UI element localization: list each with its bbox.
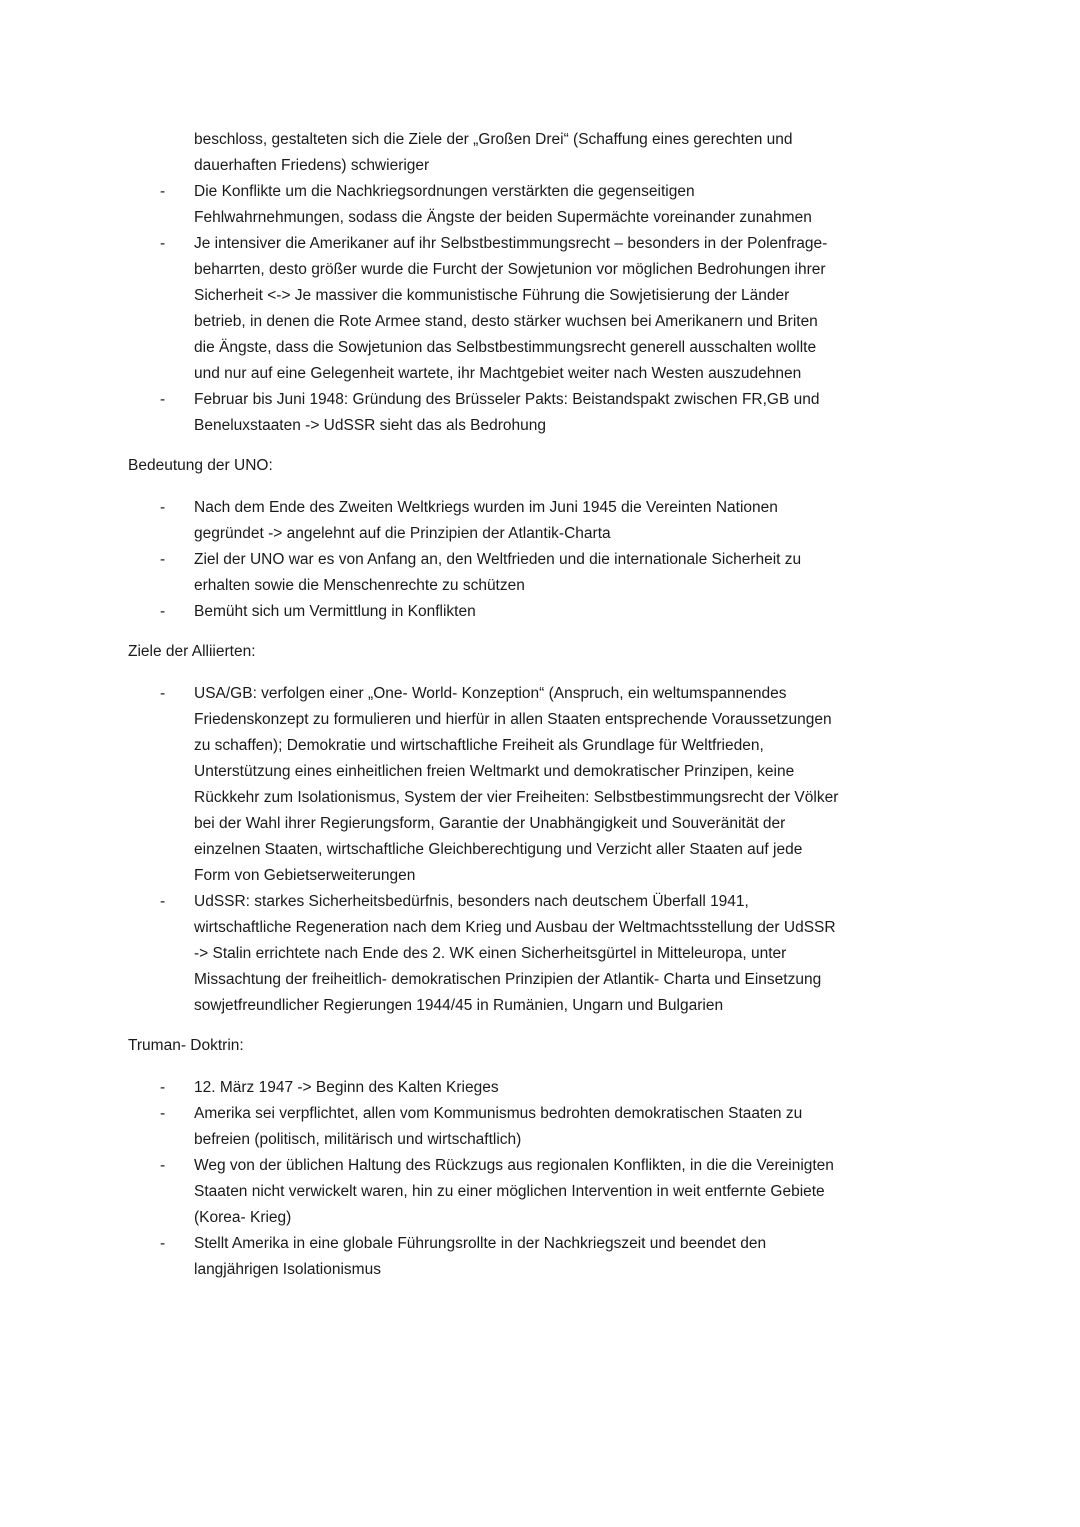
list-item [128,547,958,599]
list-item [128,1231,958,1283]
text-line: Stellt Amerika in eine globale Führungsrollte in der Nachkriegszeit und beendet den [194,1235,767,1252]
section-heading: Truman- Doktrin: [128,1037,244,1054]
text-line: Unterstützung eines einheitlichen freien Weltmarkt und demokratischer Prinzipen, keine [194,763,795,780]
text-line: langjährigen Isolationismus [194,1261,381,1278]
bullet-dash: - [160,1105,166,1122]
text-line: Friedenskonzept zu formulieren und hierfür in allen Staaten entsprechende Voraussetzungen [194,711,832,728]
text-line: (Korea- Krieg) [194,1209,292,1226]
text-line: Nach dem Ende des Zweiten Weltkriegs wurden im Juni 1945 die Vereinten Nationen [194,499,778,516]
text-line: -> Stalin errichtete nach Ende des 2. WK einen Sicherheitsgürtel in Mitteleuropa, unter [194,945,787,962]
text-line: die Ängste, dass die Sowjetunion das Selbstbestimmungsrecht generell ausschalten wollte [194,339,817,356]
text-line: Weg von der üblichen Haltung des Rückzugs aus regionalen Konflikten, in die die Vereinigten [194,1157,834,1174]
text-line: beharrten, desto größer wurde die Furcht der Sowjetunion vor möglichen Bedrohungen ihrer [194,261,826,278]
bullet-dash: - [160,1079,166,1096]
text-line: Ziel der UNO war es von Anfang an, den Weltfrieden und die internationale Sicherheit zu [194,551,802,568]
bullet-dash: - [160,551,166,568]
bullet-dash: - [160,1235,166,1252]
text-line: einzelnen Staaten, wirtschaftliche Gleichberechtigung und Verzicht aller Staaten auf jede [194,841,803,858]
section-heading: Ziele der Alliierten: [128,643,256,660]
bullet-dash: - [160,499,166,516]
text-line: bei der Wahl ihrer Regierungsform, Garantie der Unabhängigkeit und Souveränität der [194,815,786,832]
text-line: Februar bis Juni 1948: Gründung des Brüsseler Pakts: Beistandspakt zwischen FR,GB und [194,391,820,408]
list-item [128,387,958,439]
text-line: dauerhaften Friedens) schwieriger [194,157,430,174]
bullet-dash: - [160,391,166,408]
text-line: gegründet -> angelehnt auf die Prinzipien der Atlantik-Charta [194,525,611,542]
text-line: Beneluxstaaten -> UdSSR sieht das als Bedrohung [194,417,546,434]
list-item [128,179,958,231]
text-line: Sicherheit <-> Je massiver die kommunistische Führung die Sowjetisierung der Länder [194,287,790,304]
text-line: Staaten nicht verwickelt waren, hin zu einer möglichen Intervention in weit entfernte Gebiete [194,1183,825,1200]
text-line: Fehlwahrnehmungen, sodass die Ängste der beiden Supermächte voreinander zunahmen [194,209,812,226]
text-line: Rückkehr zum Isolationismus, System der vier Freiheiten: Selbstbestimmungsrecht der Völker [194,789,839,806]
text-line: betrieb, in denen die Rote Armee stand, desto stärker wuchsen bei Amerikanern und Briten [194,313,818,330]
text-line: wirtschaftliche Regeneration nach dem Krieg und Ausbau der Weltmachtsstellung der UdSSR [194,919,836,936]
text-line: USA/GB: verfolgen einer „One- World- Konzeption“ (Anspruch, ein weltumspannendes [194,685,787,702]
text-line: und nur auf eine Gelegenheit wartete, ihr Machtgebiet weiter nach Westen auszudehnen [194,365,802,382]
bullet-dash: - [160,685,166,702]
list-item [128,599,958,625]
text-line: befreien (politisch, militärisch und wirtschaftlich) [194,1131,522,1148]
list-item [128,231,958,387]
text-line: Form von Gebietserweiterungen [194,867,416,884]
list-item [128,1075,958,1101]
bullet-dash: - [160,603,166,620]
text-line: Amerika sei verpflichtet, allen vom Kommunismus bedrohten demokratischen Staaten zu [194,1105,803,1122]
bullet-dash: - [160,183,166,200]
list-item [128,681,958,889]
list-item [128,1101,958,1153]
list-item [128,889,958,1019]
list-item [128,1153,958,1231]
text-line: zu schaffen); Demokratie und wirtschaftliche Freiheit als Grundlage für Weltfrieden, [194,737,764,754]
text-line: Missachtung der freiheitlich- demokratischen Prinzipien der Atlantik- Charta und Einsetzung [194,971,822,988]
text-line: sowjetfreundlicher Regierungen 1944/45 in Rumänien, Ungarn und Bulgarien [194,997,724,1014]
bullet-dash: - [160,1157,166,1174]
text-line: Die Konflikte um die Nachkriegsordnungen verstärkten die gegenseitigen [194,183,695,200]
text-line: Je intensiver die Amerikaner auf ihr Selbstbestimmungsrecht – besonders in der Polenfrage- [194,235,828,252]
text-line: 12. März 1947 -> Beginn des Kalten Krieges [194,1079,499,1096]
text-line: UdSSR: starkes Sicherheitsbedürfnis, besonders nach deutschem Überfall 1941, [194,893,749,910]
text-line: beschloss, gestalteten sich die Ziele der „Großen Drei“ (Schaffung eines gerechten und [194,131,793,148]
text-line: Bemüht sich um Vermittlung in Konflikten [194,603,476,620]
document-page [128,127,958,1283]
list-item [128,495,958,547]
section-heading: Bedeutung der UNO: [128,457,273,474]
bullet-dash: - [160,893,166,910]
text-line: erhalten sowie die Menschenrechte zu schützen [194,577,525,594]
bullet-dash: - [160,235,166,252]
